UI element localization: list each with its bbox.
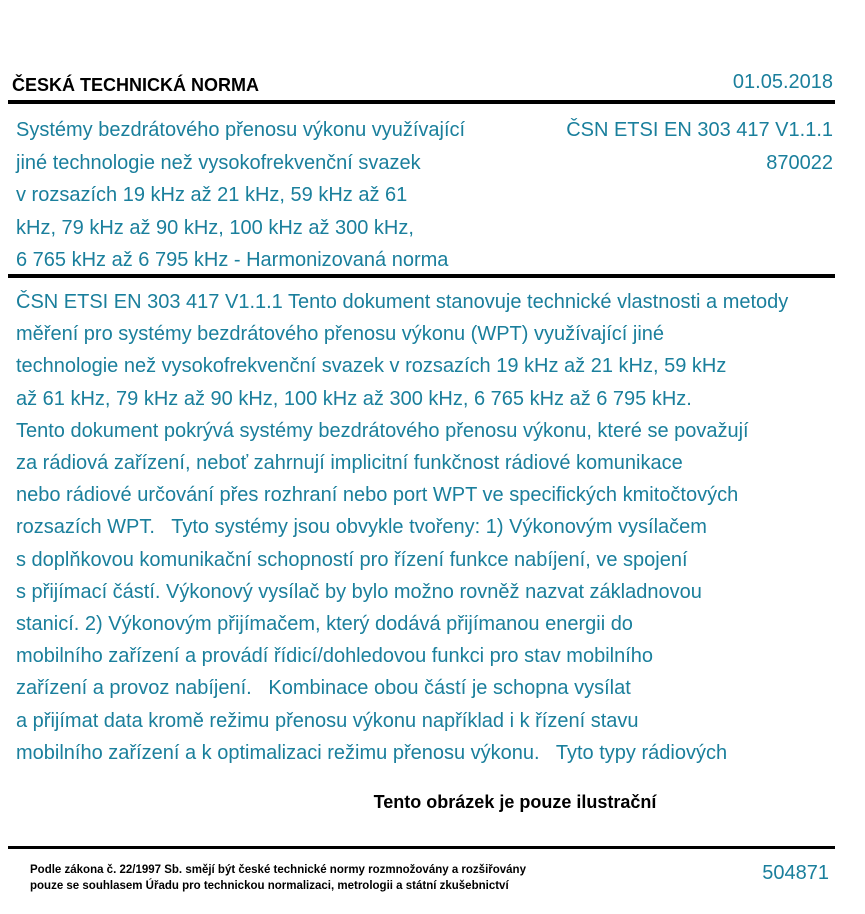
abstract-line: s přijímací částí. Výkonový vysílač by bylo možno rovněž nazvat základnovou (16, 580, 702, 603)
standard-class-number: 870022 (766, 151, 833, 174)
copyright-line: Podle zákona č. 22/1997 Sb. smějí být české technické normy rozmnožovány a rozšiřovány (30, 864, 526, 876)
copyright-notice (30, 862, 526, 894)
abstract-line: ČSN ETSI EN 303 417 V1.1.1 Tento dokument stanovuje technické vlastnosti a metody (16, 291, 789, 313)
middle-divider (8, 274, 835, 278)
copyright-line: pouze se souhlasem Úřadu pro technickou normalizaci, metrologii a státní zkušebnictví (30, 880, 509, 892)
standard-code: ČSN ETSI EN 303 417 V1.1.1 (566, 119, 833, 141)
abstract-line: až 61 kHz, 79 kHz až 90 kHz, 100 kHz až 300 kHz, 6 765 kHz až 6 795 kHz. (16, 387, 692, 410)
document-number: 504871 (762, 862, 829, 884)
abstract-line: rozsazích WPT. Tyto systémy jsou obvykle tvořeny: 1) Výkonovým vysílačem (16, 516, 707, 539)
standard-identifier (566, 114, 833, 179)
illustration-note: Tento obrázek je pouze ilustrační (373, 792, 657, 812)
abstract-line: s doplňkovou komunikační schopností pro řízení funkce nabíjení, ve spojení (16, 548, 688, 571)
abstract-line: a přijímat data kromě režimu přenosu výkonu například i k řízení stavu (16, 709, 639, 732)
top-divider (8, 100, 835, 104)
abstract-line: Tento dokument pokrývá systémy bezdrátového přenosu výkonu, které se považují (16, 419, 749, 442)
standard-title-line: jiné technologie než vysokofrekvenční svazek (16, 151, 421, 174)
footer-divider (8, 846, 835, 849)
abstract-line: technologie než vysokofrekvenční svazek v rozsazích 19 kHz až 21 kHz, 59 kHz (16, 355, 727, 378)
standard-title-line: v rozsazích 19 kHz až 21 kHz, 59 kHz až 61 (16, 184, 408, 206)
standard-title-line: kHz, 79 kHz až 90 kHz, 100 kHz až 300 kHz, (16, 216, 414, 239)
abstract-line: stanicí. 2) Výkonovým přijímačem, který dodává přijímanou energii do (16, 613, 633, 636)
abstract-line: za rádiová zařízení, neboť zahrnují implicitní funkčnost rádiové komunikace (16, 452, 683, 475)
publication-date: 01.05.2018 (732, 71, 833, 93)
abstract-line: mobilního zařízení a k optimalizaci režimu přenosu výkonu. Tyto typy rádiových (16, 741, 728, 764)
abstract-line: měření pro systémy bezdrátového přenosu výkonu (WPT) využívající jiné (16, 323, 665, 346)
standard-title (16, 114, 526, 277)
standard-title-line: 6 765 kHz až 6 795 kHz - Harmonizovaná norma (16, 249, 449, 271)
abstract-line: mobilního zařízení a provádí řídicí/dohledovou funkci pro stav mobilního (16, 645, 654, 668)
standard-title-line: Systémy bezdrátového přenosu výkonu využívající (16, 119, 466, 141)
abstract-text (16, 286, 861, 769)
document-heading: ČESKÁ TECHNICKÁ NORMA (12, 75, 259, 95)
abstract-line: nebo rádiové určování přes rozhraní nebo port WPT ve specifických kmitočtových (16, 484, 739, 507)
abstract-line: zařízení a provoz nabíjení. Kombinace obou částí je schopna vysílat (16, 677, 631, 700)
